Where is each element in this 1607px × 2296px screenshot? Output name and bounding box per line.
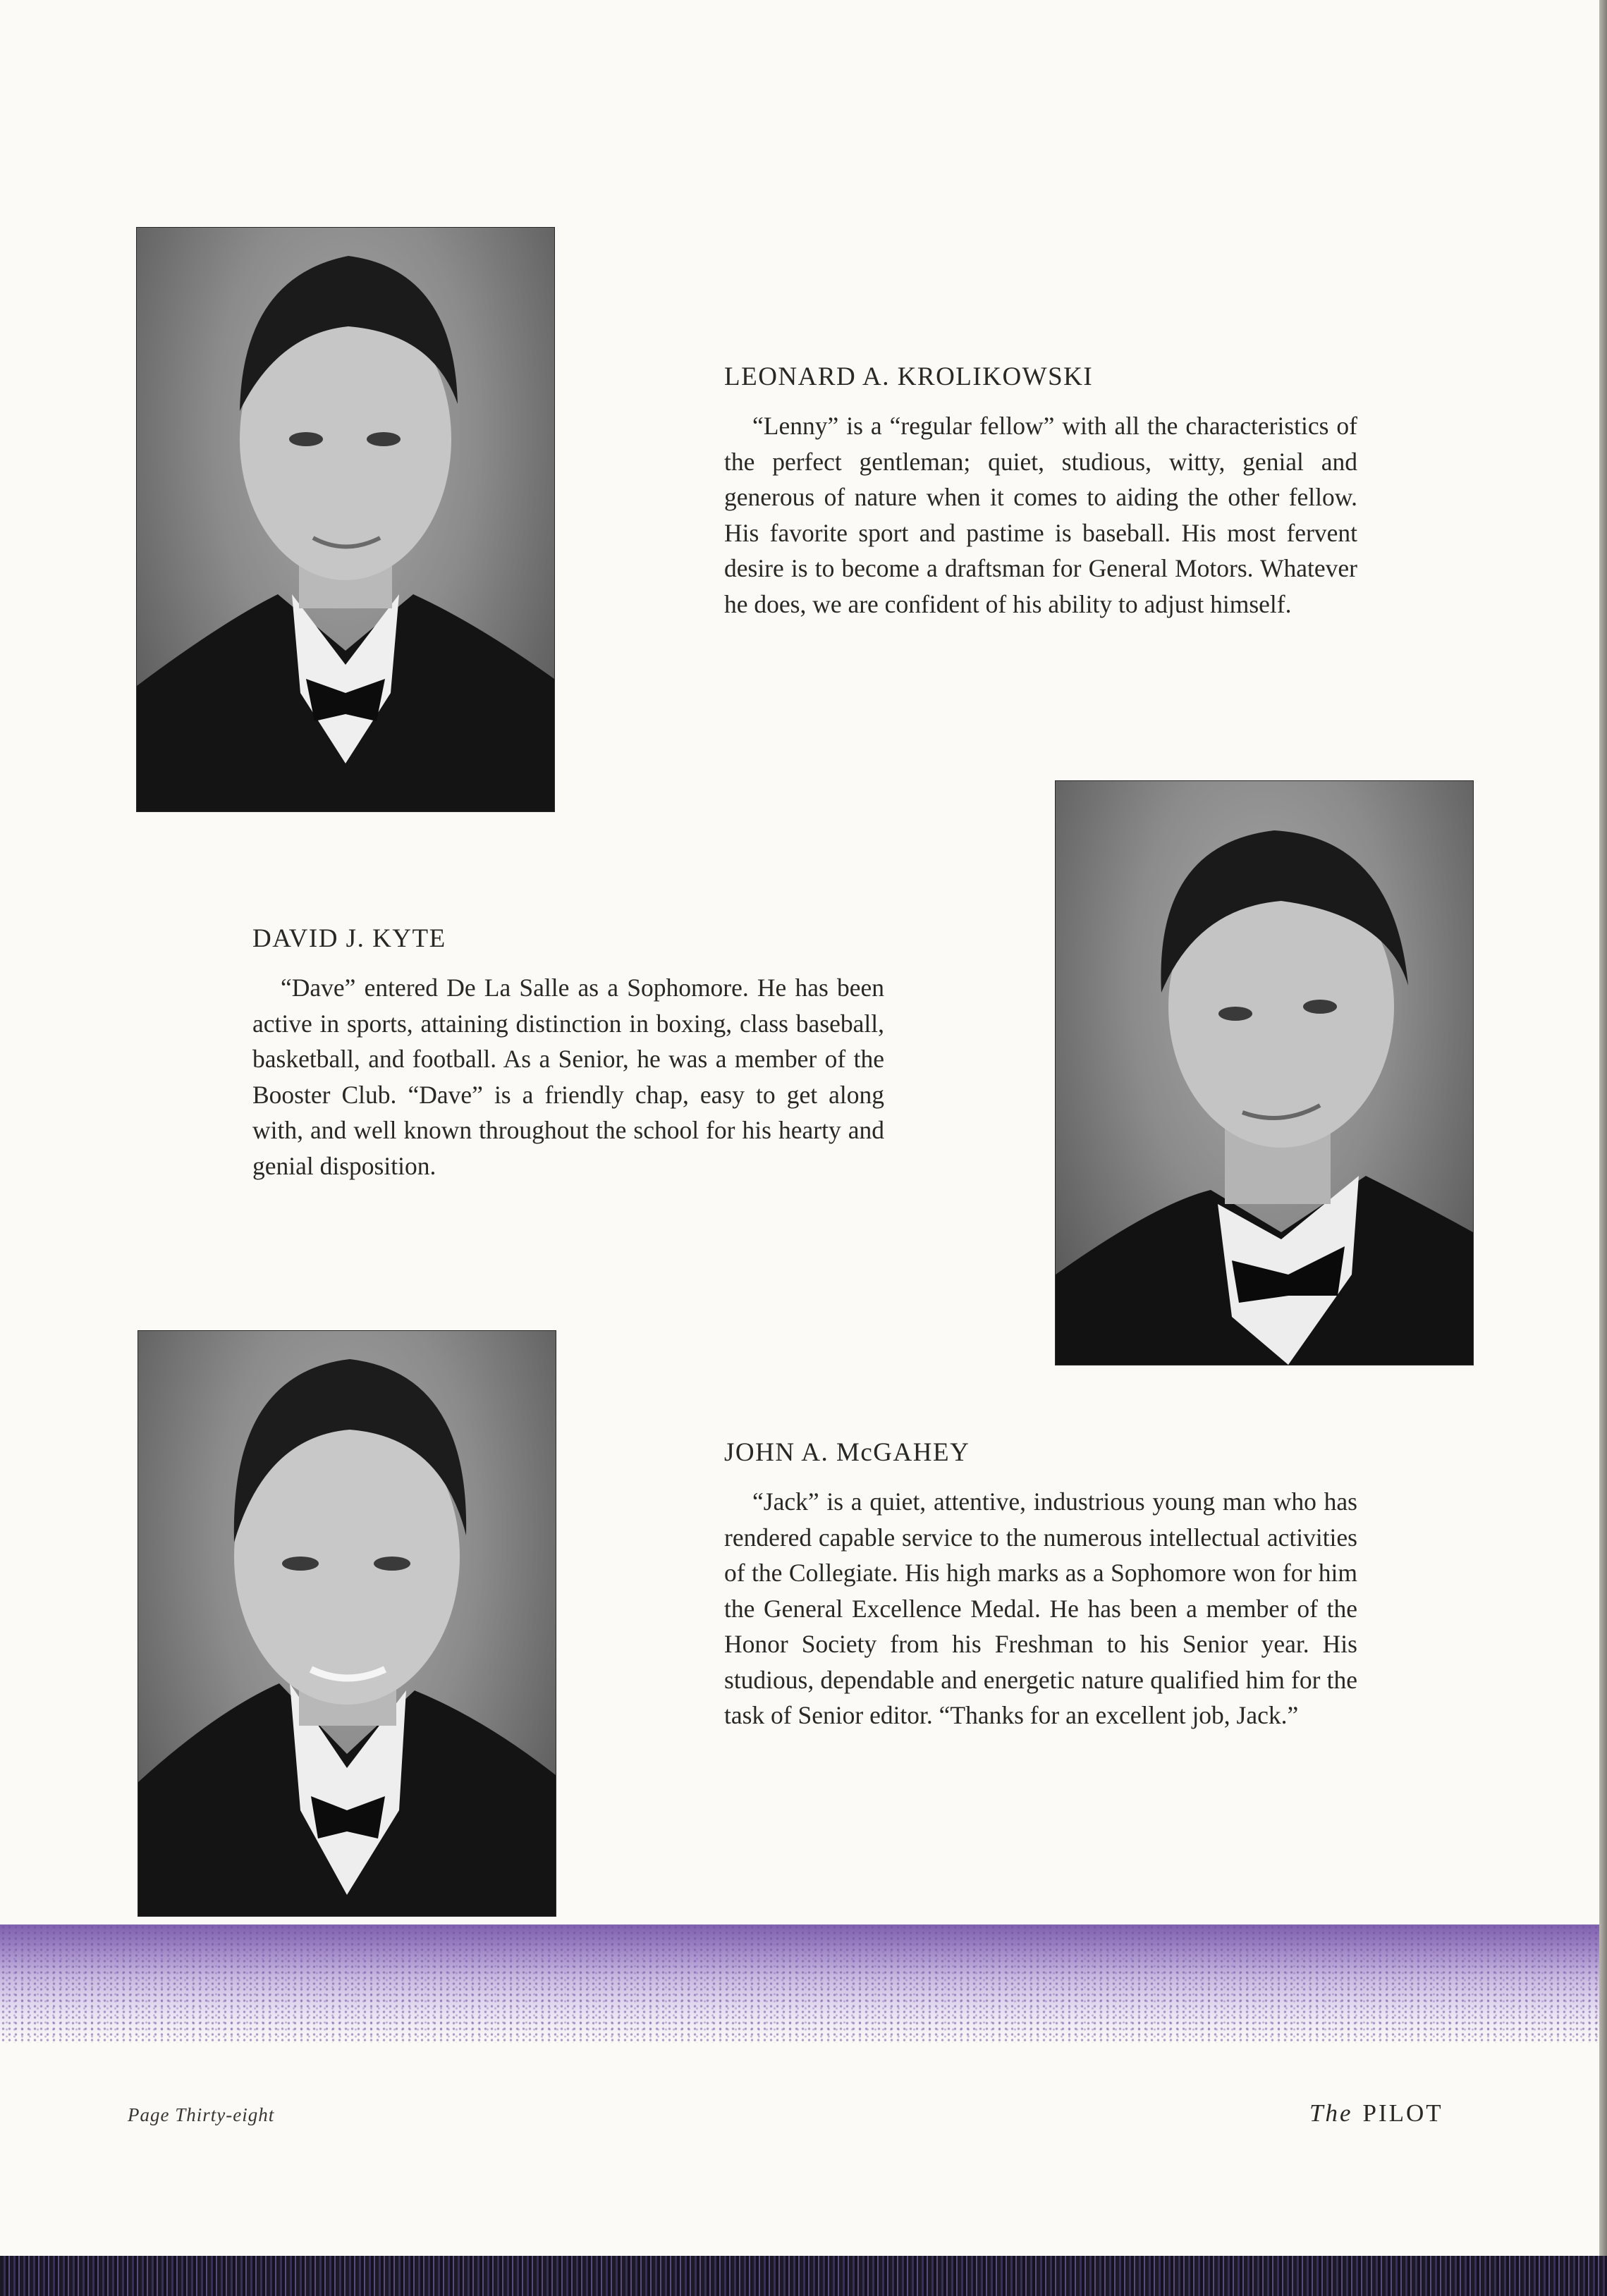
bio-mcgahey (724, 1437, 1357, 1733)
publication-prefix: The (1309, 2099, 1353, 2127)
scan-border-strip (0, 2256, 1607, 2296)
student-bio: “Dave” entered De La Salle as a Sophomore. He has been active in sports, attaining distinction in boxing, class baseball, basketball, and football. As a Senior, he was a member of the Booster Club. “Dave” is a friendly chap, easy to get along with, and well known throughout the school for his hearty and genial disposition. (252, 974, 884, 1180)
student-name: JOHN A. McGAHEY (724, 1438, 970, 1467)
portrait-krolikowski-drawing (137, 228, 554, 811)
student-bio: “Jack” is a quiet, attentive, industrious young man who has rendered capable service to the numerous intellectual activities of the Collegiate. His high marks as a Sophomore won for him the General Excellence Medal. He has been a member of the Honor Society from his Freshman to his Senior year. His studious, dependable and energetic nature qualified him for the task of Senior editor. “Thanks for an excellent job, Jack.” (724, 1487, 1357, 1729)
bio-krolikowski (724, 362, 1357, 622)
portrait-photo-kyte (1056, 781, 1473, 1365)
publication-title (1309, 2099, 1443, 2128)
portrait-mcgahey-drawing (138, 1331, 556, 1916)
student-name: DAVID J. KYTE (252, 924, 446, 953)
portrait-kyte-drawing (1056, 781, 1473, 1365)
page-number-label: Page Thirty-eight (128, 2104, 275, 2125)
decorative-stipple-band (0, 1924, 1599, 2043)
student-bio: “Lenny” is a “regular fellow” with all the characteristics of the perfect gentleman; quiet, studious, witty, genial and generous of nature when it comes to aiding the other fellow. His favorite sport and pastime is baseball. His most fervent desire is to become a draftsman for General Motors. Whatever he does, we are confident of his ability to adjust himself. (724, 412, 1357, 618)
student-name: LEONARD A. KROLIKOWSKI (724, 362, 1094, 391)
portrait-photo-mcgahey (138, 1331, 556, 1916)
publication-name: PILOT (1362, 2099, 1443, 2127)
page-edge-shadow (1599, 0, 1607, 2296)
bio-kyte (252, 923, 884, 1184)
portrait-photo-krolikowski (137, 228, 554, 811)
